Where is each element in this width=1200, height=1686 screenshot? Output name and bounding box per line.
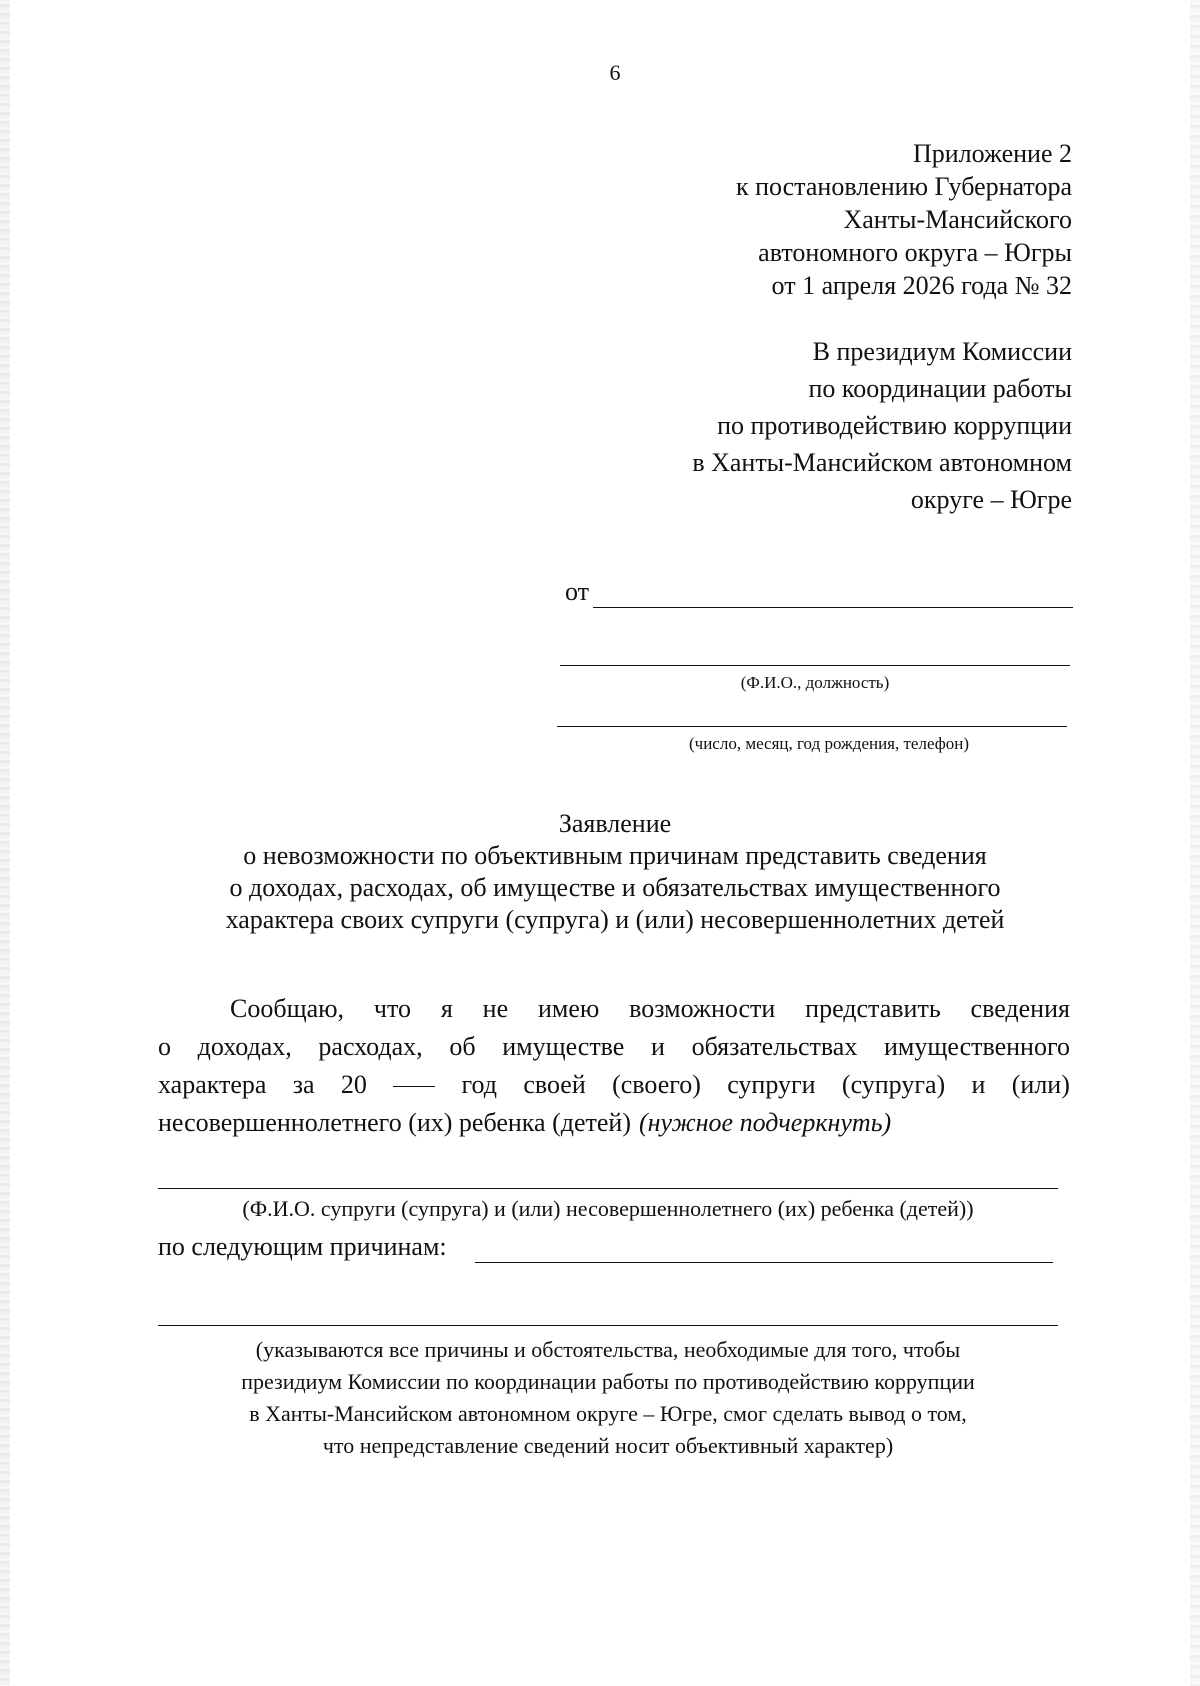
- word: я: [440, 994, 453, 1023]
- word: своей: [523, 1070, 586, 1099]
- word: (или): [1011, 1070, 1070, 1099]
- body-line-1: [158, 990, 1070, 1028]
- underline-instruction: (нужное подчеркнуть): [639, 1108, 892, 1137]
- reasons-line-2[interactable]: [158, 1325, 1058, 1326]
- reasons-hint-line: (указываются все причины и обстоятельства, необходимые для того, чтобы: [255, 1337, 961, 1362]
- appendix-line: к постановлению Губернатора: [735, 172, 1072, 201]
- body-line-4-text: несовершеннолетнего (их) ребенка (детей): [158, 1108, 631, 1137]
- appendix-line: Приложение 2: [912, 139, 1072, 168]
- reasons-label: по следующим причинам:: [158, 1232, 447, 1261]
- appendix-line: от 1 апреля 2026 года № 32: [771, 271, 1072, 300]
- addressee-line: В президиум Комиссии: [812, 337, 1072, 366]
- appendix-line: Ханты-Мансийского: [843, 205, 1072, 234]
- appendix-header: [736, 137, 1072, 302]
- word: возможности: [629, 994, 776, 1023]
- name-position-line[interactable]: [560, 665, 1070, 666]
- body-line-2: [158, 1028, 1070, 1066]
- word: за: [292, 1070, 315, 1099]
- word: (своего): [612, 1070, 701, 1099]
- word: что: [373, 994, 412, 1023]
- word: имею: [537, 994, 600, 1023]
- body-line-3: [158, 1066, 1070, 1104]
- birth-phone-line[interactable]: [557, 726, 1067, 727]
- addressee-block: [692, 333, 1072, 518]
- reasons-hint-line: в Ханты-Мансийском автономном округе – Югре, смог сделать вывод о том,: [249, 1401, 967, 1426]
- statement-heading: Заявление: [558, 809, 672, 838]
- statement-subtitle-line: о доходах, расходах, об имуществе и обязательствах имущественного: [229, 873, 1001, 902]
- spouse-name-line[interactable]: [158, 1188, 1058, 1189]
- word: и: [651, 1032, 665, 1061]
- word: 20: [340, 1070, 367, 1099]
- reasons-line-1[interactable]: [475, 1262, 1053, 1263]
- word: об: [449, 1032, 476, 1061]
- name-position-hint: (Ф.И.О., должность): [740, 673, 890, 692]
- word: Сообщаю,: [230, 994, 345, 1023]
- word: супруги: [727, 1070, 816, 1099]
- statement-subtitle-line: характера своих супруги (супруга) и (или) несовершеннолетних детей: [225, 905, 1005, 934]
- word: обязательствах: [691, 1032, 858, 1061]
- word: имущественного: [884, 1032, 1070, 1061]
- from-line: [593, 607, 1073, 608]
- word: не: [482, 994, 509, 1023]
- body-line-4: [158, 1104, 1070, 1142]
- scan-edge-right: [1190, 0, 1200, 1686]
- addressee-line: в Ханты-Мансийском автономном: [692, 448, 1072, 477]
- word: имуществе: [502, 1032, 625, 1061]
- word: (супруга): [841, 1070, 946, 1099]
- word: представить: [805, 994, 941, 1023]
- from-label: от: [565, 577, 590, 606]
- word: и: [971, 1070, 986, 1099]
- word: год: [461, 1070, 498, 1099]
- reasons-hint: [158, 1334, 1058, 1462]
- statement-title: [150, 808, 1080, 936]
- birth-phone-hint: (число, месяц, год рождения, телефон): [688, 734, 969, 753]
- year-blank-field[interactable]: [393, 1066, 435, 1087]
- from-field[interactable]: [565, 577, 1073, 611]
- word: о: [158, 1032, 171, 1061]
- word: сведения: [970, 994, 1070, 1023]
- word: расходах,: [318, 1032, 423, 1061]
- appendix-line: автономного округа – Югры: [758, 238, 1072, 267]
- reasons-hint-line: президиум Комиссии по координации работы по противодействию коррупции: [241, 1369, 975, 1394]
- word: доходах,: [197, 1032, 292, 1061]
- reasons-hint-line: что непредставление сведений носит объективный характер): [322, 1433, 894, 1458]
- statement-subtitle-line: о невозможности по объективным причинам представить сведения: [243, 841, 987, 870]
- addressee-line: по противодействию коррупции: [717, 411, 1072, 440]
- scan-edge-left: [0, 0, 10, 1686]
- addressee-line: по координации работы: [808, 374, 1072, 403]
- statement-body: [158, 990, 1070, 1142]
- spouse-name-hint: (Ф.И.О. супруги (супруга) и (или) несовершеннолетнего (их) ребенка (детей)): [242, 1196, 974, 1221]
- addressee-line: округе – Югре: [910, 485, 1072, 514]
- word: характера: [158, 1070, 267, 1099]
- page-number: 6: [609, 60, 621, 85]
